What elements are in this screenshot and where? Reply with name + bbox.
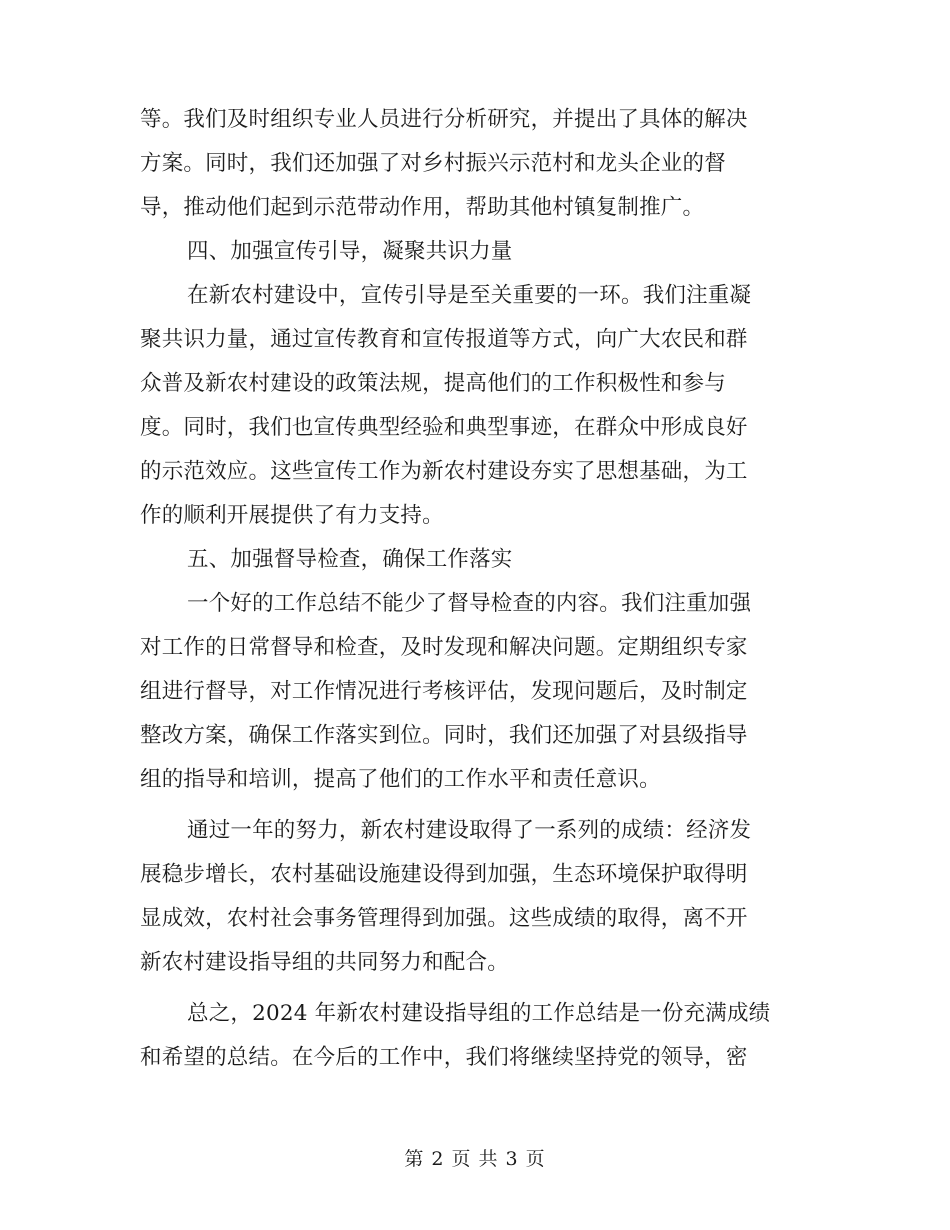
text-line-2: 方案。同时，我们还加强了对乡村振兴示范村和龙头企业的督 <box>140 151 726 176</box>
text-line-18: 展稳步增长，农村基础设施建设得到加强，生态环境保护取得明 <box>140 862 748 887</box>
text-line-17: 通过一年的努力，新农村建设取得了一系列的成绩：经济发 <box>187 818 752 843</box>
text-line-19: 显成效，农村社会事务管理得到加强。这些成绩的取得，离不开 <box>140 906 748 931</box>
text-line-15: 整改方案，确保工作落实到位。同时，我们还加强了对县级指导 <box>140 723 748 748</box>
text-line-5: 在新农村建设中，宣传引导是至关重要的一环。我们注重凝 <box>187 283 752 308</box>
text-line-20: 新农村建设指导组的共同努力和配合。 <box>140 950 509 975</box>
text-line-16: 组的指导和培训，提高了他们的工作水平和责任意识。 <box>140 767 661 792</box>
page-number-footer: 第 2 页 共 3 页 <box>404 1148 546 1170</box>
document-body <box>140 98 810 1080</box>
text-line-12: 一个好的工作总结不能少了督导检查的内容。我们注重加强 <box>187 591 752 616</box>
text-line-21: 总之，2024 年新农村建设指导组的工作总结是一份充满成绩 <box>187 1001 771 1026</box>
section-heading-5: 五、加强督导检查，确保工作落实 <box>187 547 513 572</box>
section-heading-4: 四、加强宣传引导，凝聚共识力量 <box>187 239 513 264</box>
text-line-9: 的示范效应。这些宣传工作为新农村建设夯实了思想基础，为工 <box>140 459 748 484</box>
text-line-3: 导，推动他们起到示范带动作用，帮助其他村镇复制推广。 <box>140 195 705 220</box>
text-line-22: 和希望的总结。在今后的工作中，我们将继续坚持党的领导，密 <box>140 1045 748 1070</box>
text-line-14: 组进行督导，对工作情况进行考核评估，发现问题后，及时制定 <box>140 679 748 704</box>
text-line-8: 度。同时，我们也宣传典型经验和典型事迹，在群众中形成良好 <box>140 415 748 440</box>
text-line-13: 对工作的日常督导和检查，及时发现和解决问题。定期组织专家 <box>140 635 748 660</box>
text-line-10: 作的顺利开展提供了有力支持。 <box>140 503 444 528</box>
text-line-6: 聚共识力量，通过宣传教育和宣传报道等方式，向广大农民和群 <box>140 327 748 352</box>
text-line-1: 等。我们及时组织专业人员进行分析研究，并提出了具体的解决 <box>140 107 748 132</box>
text-line-7: 众普及新农村建设的政策法规，提高他们的工作积极性和参与 <box>140 371 726 396</box>
